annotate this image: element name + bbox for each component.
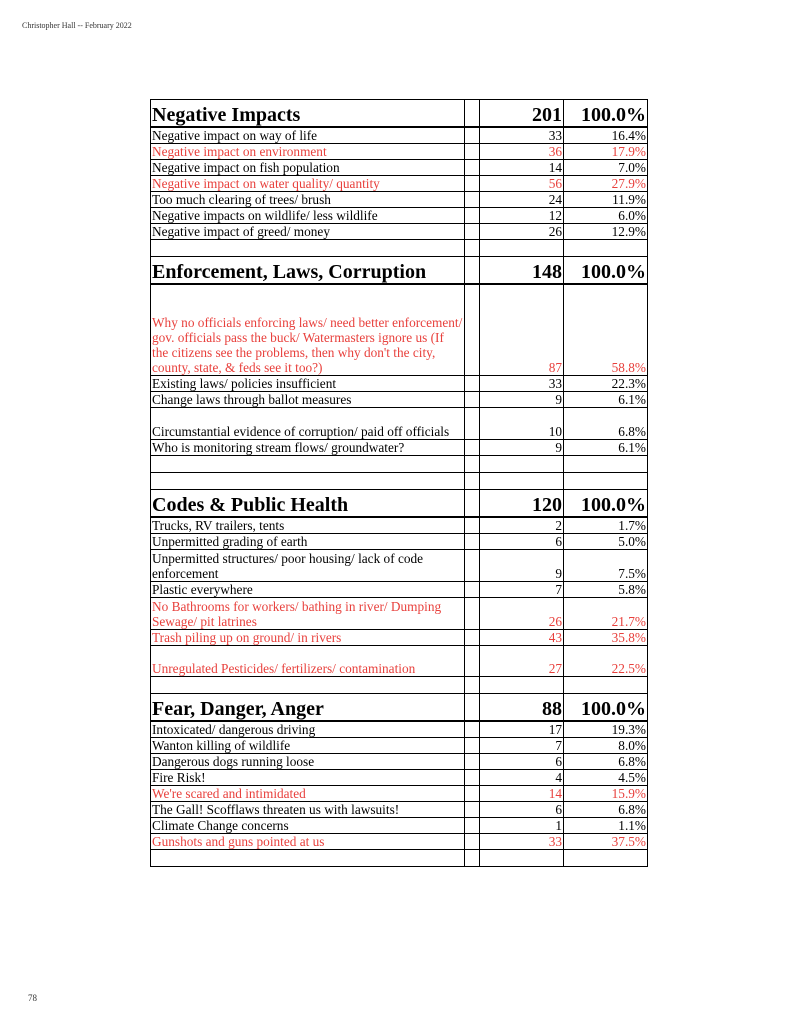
section-header-negative-impacts bbox=[151, 100, 648, 128]
table-row bbox=[151, 127, 648, 144]
row-percent: 22.5% bbox=[564, 646, 648, 677]
section-count: 148 bbox=[480, 257, 564, 285]
row-label: No Bathrooms for workers/ bathing in river/ Dumping Sewage/ pit latrines bbox=[151, 598, 465, 630]
table-row bbox=[151, 802, 648, 818]
table-row bbox=[151, 284, 648, 376]
table-row bbox=[151, 376, 648, 392]
row-count: 6 bbox=[480, 754, 564, 770]
section-title: Fear, Danger, Anger bbox=[151, 694, 465, 722]
row-percent: 58.8% bbox=[564, 284, 648, 376]
row-label: Unpermitted structures/ poor housing/ lack of code enforcement bbox=[151, 550, 465, 582]
row-label: Existing laws/ policies insufficient bbox=[151, 376, 465, 392]
row-percent: 5.0% bbox=[564, 534, 648, 550]
row-percent: 1.1% bbox=[564, 818, 648, 834]
row-label: Dangerous dogs running loose bbox=[151, 754, 465, 770]
section-title: Negative Impacts bbox=[151, 100, 465, 128]
row-percent: 4.5% bbox=[564, 770, 648, 786]
gap-cell bbox=[465, 694, 480, 722]
table-row bbox=[151, 598, 648, 630]
row-label: The Gall! Scofflaws threaten us with lawsuits! bbox=[151, 802, 465, 818]
row-label: Too much clearing of trees/ brush bbox=[151, 192, 465, 208]
row-label: Gunshots and guns pointed at us bbox=[151, 834, 465, 850]
section-header-codes-public-health bbox=[151, 490, 648, 518]
row-label: Fire Risk! bbox=[151, 770, 465, 786]
row-percent: 6.8% bbox=[564, 754, 648, 770]
row-count: 33 bbox=[480, 834, 564, 850]
row-label: Intoxicated/ dangerous driving bbox=[151, 721, 465, 738]
section-header-enforcement bbox=[151, 257, 648, 285]
survey-results-table bbox=[150, 99, 648, 867]
row-label: Negative impact on fish population bbox=[151, 160, 465, 176]
table-row bbox=[151, 721, 648, 738]
table-row bbox=[151, 550, 648, 582]
table-row bbox=[151, 176, 648, 192]
row-count: 17 bbox=[480, 721, 564, 738]
header-note: Christopher Hall -- February 2022 bbox=[22, 21, 132, 30]
row-count: 87 bbox=[480, 284, 564, 376]
section-count: 201 bbox=[480, 100, 564, 128]
row-count: 12 bbox=[480, 208, 564, 224]
row-label: Negative impacts on wildlife/ less wildlife bbox=[151, 208, 465, 224]
row-percent: 6.1% bbox=[564, 392, 648, 408]
row-count: 7 bbox=[480, 582, 564, 598]
row-label: Negative impact on water quality/ quantity bbox=[151, 176, 465, 192]
table-row bbox=[151, 144, 648, 160]
table-row bbox=[151, 786, 648, 802]
row-percent: 17.9% bbox=[564, 144, 648, 160]
row-percent: 1.7% bbox=[564, 517, 648, 534]
page-number: 78 bbox=[28, 993, 37, 1003]
blank-row bbox=[151, 850, 648, 867]
row-count: 10 bbox=[480, 408, 564, 440]
row-count: 4 bbox=[480, 770, 564, 786]
table-row bbox=[151, 834, 648, 850]
row-label: Negative impact on environment bbox=[151, 144, 465, 160]
row-count: 6 bbox=[480, 534, 564, 550]
row-label: Climate Change concerns bbox=[151, 818, 465, 834]
row-label: Plastic everywhere bbox=[151, 582, 465, 598]
row-label: Who is monitoring stream flows/ groundwater? bbox=[151, 440, 465, 456]
row-count: 9 bbox=[480, 440, 564, 456]
table-row bbox=[151, 392, 648, 408]
row-count: 43 bbox=[480, 630, 564, 646]
row-count: 24 bbox=[480, 192, 564, 208]
row-percent: 11.9% bbox=[564, 192, 648, 208]
row-percent: 21.7% bbox=[564, 598, 648, 630]
table-row bbox=[151, 208, 648, 224]
row-count: 33 bbox=[480, 376, 564, 392]
section-header-fear-danger-anger bbox=[151, 694, 648, 722]
row-count: 9 bbox=[480, 550, 564, 582]
row-count: 36 bbox=[480, 144, 564, 160]
row-count: 26 bbox=[480, 224, 564, 240]
table-row bbox=[151, 754, 648, 770]
table-row bbox=[151, 630, 648, 646]
row-label: We're scared and intimidated bbox=[151, 786, 465, 802]
row-count: 6 bbox=[480, 802, 564, 818]
row-label: Negative impact on way of life bbox=[151, 127, 465, 144]
row-count: 14 bbox=[480, 786, 564, 802]
row-percent: 7.0% bbox=[564, 160, 648, 176]
table-row bbox=[151, 534, 648, 550]
row-count: 26 bbox=[480, 598, 564, 630]
row-percent: 15.9% bbox=[564, 786, 648, 802]
table-row bbox=[151, 770, 648, 786]
section-count: 88 bbox=[480, 694, 564, 722]
row-percent: 35.8% bbox=[564, 630, 648, 646]
row-label: Change laws through ballot measures bbox=[151, 392, 465, 408]
gap-cell bbox=[465, 490, 480, 518]
section-percent: 100.0% bbox=[564, 100, 648, 128]
table-row bbox=[151, 192, 648, 208]
row-label: Why no officials enforcing laws/ need better enforcement/ gov. officials pass the buck/ Watermasters ignore us (If the citizens see the problems, then why don't the city, county, state, & feds see it too?) bbox=[151, 284, 465, 376]
row-label: Circumstantial evidence of corruption/ paid off officials bbox=[151, 408, 465, 440]
table-row bbox=[151, 818, 648, 834]
row-percent: 12.9% bbox=[564, 224, 648, 240]
table-row bbox=[151, 738, 648, 754]
section-count: 120 bbox=[480, 490, 564, 518]
row-count: 1 bbox=[480, 818, 564, 834]
table-row bbox=[151, 582, 648, 598]
blank-row bbox=[151, 456, 648, 473]
row-percent: 6.0% bbox=[564, 208, 648, 224]
row-percent: 19.3% bbox=[564, 721, 648, 738]
table-row bbox=[151, 646, 648, 677]
table-row bbox=[151, 160, 648, 176]
row-label: Unregulated Pesticides/ fertilizers/ contamination bbox=[151, 646, 465, 677]
table-row bbox=[151, 224, 648, 240]
row-label: Negative impact of greed/ money bbox=[151, 224, 465, 240]
blank-row bbox=[151, 677, 648, 694]
row-percent: 6.8% bbox=[564, 408, 648, 440]
row-count: 7 bbox=[480, 738, 564, 754]
row-count: 9 bbox=[480, 392, 564, 408]
row-label: Trash piling up on ground/ in rivers bbox=[151, 630, 465, 646]
section-percent: 100.0% bbox=[564, 257, 648, 285]
row-percent: 6.1% bbox=[564, 440, 648, 456]
row-count: 33 bbox=[480, 127, 564, 144]
row-count: 56 bbox=[480, 176, 564, 192]
section-title: Enforcement, Laws, Corruption bbox=[151, 257, 465, 285]
row-label: Unpermitted grading of earth bbox=[151, 534, 465, 550]
row-percent: 37.5% bbox=[564, 834, 648, 850]
row-percent: 16.4% bbox=[564, 127, 648, 144]
blank-row bbox=[151, 240, 648, 257]
row-percent: 22.3% bbox=[564, 376, 648, 392]
gap-cell bbox=[465, 257, 480, 285]
row-count: 2 bbox=[480, 517, 564, 534]
table-row bbox=[151, 408, 648, 440]
row-count: 27 bbox=[480, 646, 564, 677]
row-label: Wanton killing of wildlife bbox=[151, 738, 465, 754]
row-percent: 5.8% bbox=[564, 582, 648, 598]
row-percent: 7.5% bbox=[564, 550, 648, 582]
section-percent: 100.0% bbox=[564, 490, 648, 518]
section-title: Codes & Public Health bbox=[151, 490, 465, 518]
row-count: 14 bbox=[480, 160, 564, 176]
row-label: Trucks, RV trailers, tents bbox=[151, 517, 465, 534]
blank-row bbox=[151, 473, 648, 490]
row-percent: 8.0% bbox=[564, 738, 648, 754]
section-percent: 100.0% bbox=[564, 694, 648, 722]
row-percent: 27.9% bbox=[564, 176, 648, 192]
table-row bbox=[151, 517, 648, 534]
row-percent: 6.8% bbox=[564, 802, 648, 818]
table-row bbox=[151, 440, 648, 456]
gap-cell bbox=[465, 100, 480, 128]
